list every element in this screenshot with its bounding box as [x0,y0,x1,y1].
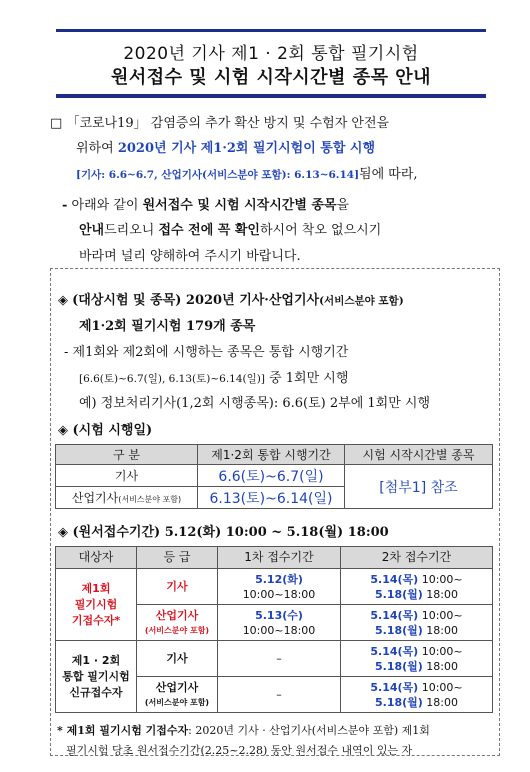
reception-grade-sanup: 산업기사 (서비스분야 포함) [137,677,218,713]
intro-line6: 바라며 널리 양해하여 주시기 바랍니다. [79,249,301,264]
reception-first-period: – [218,641,341,677]
reception-col-first: 1차 접수기간 [218,547,341,569]
intro-line2: 위하여 2020년 기사 제1·2회 필기시험이 통합 시행 [76,141,376,156]
reception-col-target: 대상자 [56,547,137,569]
schedule-heading: ◈ (시험 시행일) [58,423,153,438]
reception-col-grade: 등 급 [137,547,218,569]
reception-first-period: 5.12(화) 10:00~18:00 [218,569,341,605]
diamond-bullet-icon: ◈ [58,525,68,540]
intro-line5: 안내드리오니 접수 전에 꼭 확인하시어 착오 없으시기 [79,223,382,238]
reception-col-second: 2차 접수기간 [341,547,493,569]
schedule-row-gisa-label: 기사 [56,465,198,487]
reception-second-period: 5.14(목) 10:00~ 5.18(월) 18:00 [341,641,493,677]
reception-heading: ◈ (원서접수기간) 5.12(화) 10:00 ~ 5.18(월) 18:00 [58,525,389,540]
square-bullet-icon: □ [50,116,63,131]
reception-second-period: 5.14(목) 10:00~ 5.18(월) 18:00 [341,569,493,605]
reception-second-period: 5.14(목) 10:00~ 5.18(월) 18:00 [341,677,493,713]
reception-first-period: – [218,677,341,713]
targets-line2: 제1·2회 필기시험 179개 종목 [79,319,256,334]
schedule-row-gisa-date: 6.6(토)~6.7(일) [198,465,345,487]
footnote-line2: 필기시험 당초 원서접수기간(2.25~2.28) 동안 원서접수 내역이 있는 자 [66,744,413,757]
targets-line5: 예) 정보처리기사(1,2회 시행종목): 6.6(토) 2부에 1회만 시행 [79,396,431,411]
reception-second-period: 5.14(목) 10:00~ 5.18(월) 18:00 [341,605,493,641]
diamond-bullet-icon: ◈ [58,293,68,308]
reception-group-existing: 제1회 필기시험 기접수자* [56,569,137,641]
reception-group-new: 제1 · 2회 통합 필기시험 신규접수자 [56,641,137,713]
header-top-rule [56,29,486,32]
schedule-ref: [첨부1] 참조 [345,465,493,509]
page-title-line2: 원서접수 및 시험 시작시간별 종목 안내 [110,67,432,88]
reception-grade-gisa: 기사 [137,641,218,677]
footnote-line1: * 제1회 필기시험 기접수자: 2020년 기사 · 산업기사(서비스분야 포함) 제1회 [57,724,430,737]
reception-grade-gisa: 기사 [137,569,218,605]
schedule-table [55,444,493,509]
intro-line3: [기사: 6.6~6.7, 산업기사(서비스분야 포함): 6.13~6.14]됨에 따라, [76,167,418,182]
targets-line4: [6.6(토)~6.7(일), 6.13(토)~6.14(일)] 중 1회만 시행 [79,371,349,386]
schedule-row-sanup-label: 산업기사(서비스분야 포함) [56,487,198,509]
targets-line3: - 제1회와 제2회에 시행하는 종목은 통합 시행기간 [64,345,349,360]
reception-first-period: 5.13(수) 10:00~18:00 [218,605,341,641]
diamond-bullet-icon: ◈ [58,423,68,438]
schedule-col-category: 구 분 [56,445,198,465]
header-bottom-rule [56,94,486,98]
schedule-row-sanup-date: 6.13(토)~6.14(일) [198,487,345,509]
intro-line1: □ 「코로나19」 감염증의 추가 확산 방지 및 수험자 안전을 [50,116,390,131]
schedule-col-start-time: 시험 시작시간별 종목 [345,445,493,465]
page-title-line1: 2020년 기사 제1 · 2회 통합 필기시험 [123,44,419,64]
reception-table [55,546,493,713]
schedule-col-period: 제1·2회 통합 시행기간 [198,445,345,465]
intro-line4: - 아래와 같이 원서접수 및 시험 시작시간별 종목을 [62,198,350,213]
targets-line1: ◈ (대상시험 및 종목) 2020년 기사·산업기사(서비스분야 포함) [58,293,404,308]
reception-grade-sanup: 산업기사 (서비스분야 포함) [137,605,218,641]
